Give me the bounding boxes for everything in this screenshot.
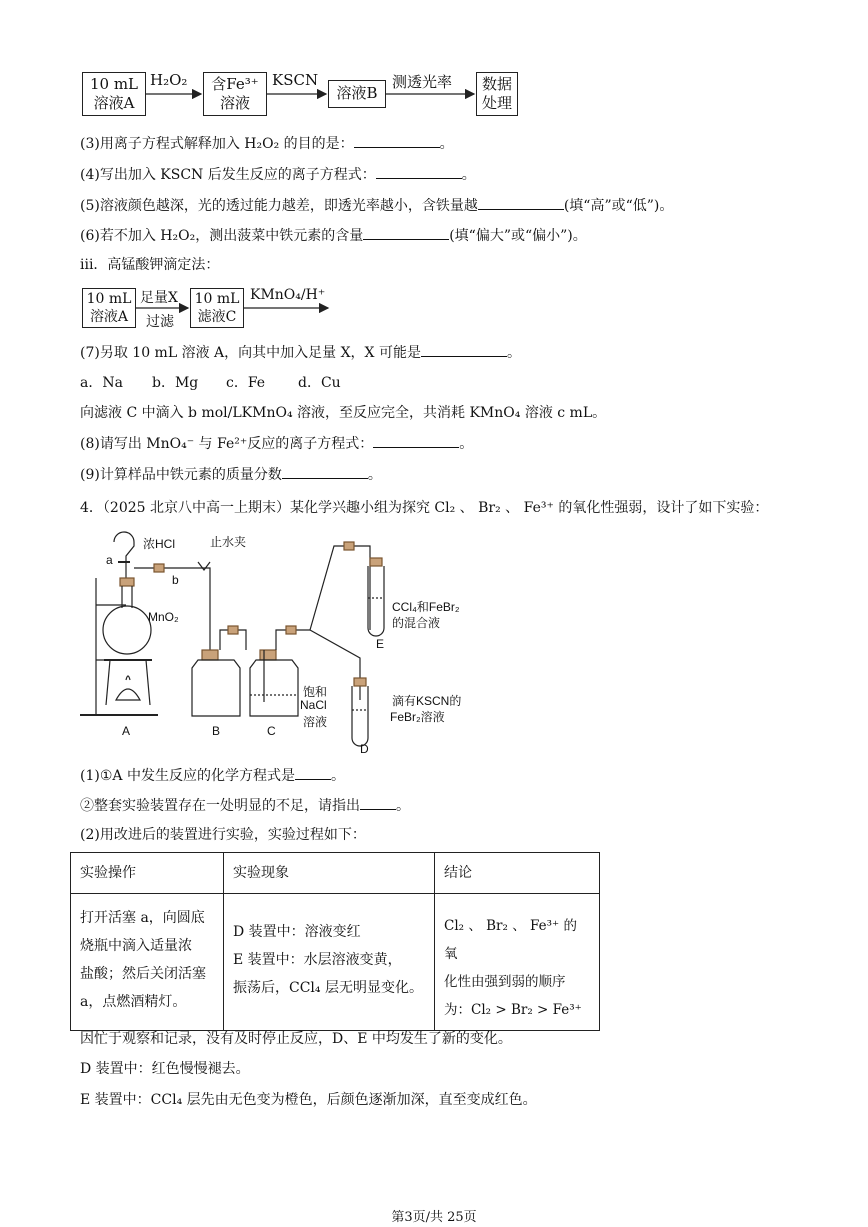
- flow1-arrows: [0, 0, 868, 130]
- operation-line-3: 盐酸；然后关闭活塞: [80, 966, 206, 982]
- phenomenon-line-3: 振荡后，CCl₄ 层无明显变化。: [233, 980, 423, 996]
- label-ccl4-1: CCl₄和FeBr₂: [392, 600, 460, 614]
- flow1-arrow3-label: 测透光率: [392, 73, 453, 91]
- question-5-hint: (填“高”或“低”)。: [563, 198, 674, 214]
- label-C: C: [267, 724, 276, 738]
- label-D: D: [360, 742, 369, 756]
- label-nacl-3: 溶液: [303, 715, 328, 729]
- after-paragraph-3: E 装置中：CCl₄ 层先由无色变为橙色，后颜色逐渐加深，直至变成红色。: [80, 1092, 537, 1108]
- label-nacl-2: NaCl: [300, 698, 327, 712]
- label-e: E: [376, 637, 385, 651]
- label-clamp: 止水夹: [210, 535, 247, 549]
- bottle-c: [250, 660, 298, 716]
- flow2-arrows: [0, 280, 868, 330]
- operation-line-4: a，点燃酒精灯。: [80, 994, 187, 1010]
- flow1-box2-line2: 溶液: [219, 94, 250, 112]
- question-8-text: (8)请写出 MnO₄⁻ 与 Fe²⁺反应的离子方程式：: [80, 436, 374, 452]
- question-4-1b: [80, 797, 410, 815]
- label-A: A: [122, 724, 131, 738]
- question-7-period: 。: [506, 345, 521, 361]
- question-4-2: (2)用改进后的装置进行实验，实验过程如下：: [80, 827, 366, 843]
- clamp-icon: [198, 562, 210, 570]
- flow2-box1-line1: 10 mL: [86, 291, 132, 307]
- tube-to-e: [310, 546, 370, 630]
- operation-line-2: 烧瓶中滴入适量浓: [80, 938, 192, 954]
- question-8-period: 。: [459, 436, 474, 452]
- operation-line-1: 打开活塞 a，向圆底: [80, 910, 205, 926]
- page-footer: 第3页/共 25页: [391, 1210, 477, 1225]
- phenomenon-line-1: D 装置中：溶液变红: [233, 924, 361, 940]
- after-paragraph-2: D 装置中：红色慢慢褪去。: [80, 1061, 250, 1077]
- question-8: [80, 435, 473, 453]
- question-6: [80, 227, 587, 245]
- problem-4-header: 4．（2025 北京八中高一上期末）某化学兴趣小组为探究 Cl₂ 、 Br₂ 、 Fe³⁺ 的氧化性强弱，设计了如下实验：: [80, 500, 769, 516]
- question-6-text: (6)若不加入 H₂O₂，测出菠菜中铁元素的含量: [80, 228, 364, 244]
- table-header-row: [71, 853, 600, 894]
- question-7: [80, 344, 521, 362]
- after-paragraph-1: 因忙于观察和记录，没有及时停止反应，D、E 中均发生了新的变化。: [80, 1031, 512, 1047]
- question-7-options: [80, 374, 341, 392]
- label-mno2: MnO₂: [148, 610, 179, 624]
- flow1-box2-line1: 含Fe³⁺: [211, 75, 259, 93]
- question-9-period: 。: [367, 467, 382, 483]
- question-4-1: [80, 767, 345, 785]
- flow2-arrow1-top: 足量X: [140, 290, 178, 306]
- phenomenon-line-2: E 装置中：水层溶液变黄，: [233, 952, 402, 968]
- label-B: B: [212, 724, 221, 738]
- bottle-b: [192, 660, 240, 716]
- table-row: [71, 894, 600, 1031]
- flow1-box3-text: 溶液B: [336, 84, 378, 102]
- question-6-hint: (填“偏大”或“偏小”)。: [449, 228, 587, 244]
- conclusion-line-2: 化性由强到弱的顺序: [444, 974, 566, 990]
- question-4-1b-period: 。: [396, 798, 410, 814]
- question-4-1b-text: ②整套实验装置存在一处明显的不足，请指出: [80, 798, 360, 814]
- option-a: a．Na: [80, 375, 123, 391]
- table-header-phenomenon: 实验现象: [224, 853, 435, 894]
- flow2-box2-line2: 滤液C: [197, 309, 237, 325]
- label-kscn-2: FeBr₂溶液: [390, 710, 445, 724]
- question-9: [80, 466, 382, 484]
- question-3-text: (3)用离子方程式解释加入 H₂O₂ 的目的是：: [80, 136, 354, 152]
- option-d: d．Cu: [298, 375, 341, 391]
- question-4-text: (4)写出加入 KSCN 后发生反应的离子方程式：: [80, 167, 376, 183]
- flow1-arrow2-label: KSCN: [272, 71, 319, 89]
- alcohol-lamp: [116, 689, 140, 700]
- flow2-arrow2-label: KMnO₄/H⁺: [250, 287, 326, 303]
- question-4-period: 。: [461, 167, 476, 183]
- question-4: [80, 166, 476, 184]
- table-header-operation: 实验操作: [71, 853, 224, 894]
- flow1-box4-line1: 数据: [481, 75, 512, 93]
- question-3: [80, 135, 454, 153]
- question-4-1-period: 。: [330, 768, 345, 784]
- method-3-title: iii．高锰酸钾滴定法：: [80, 257, 220, 273]
- label-hcl: 浓HCl: [143, 537, 175, 551]
- table-header-conclusion: 结论: [435, 853, 600, 894]
- question-7-text: (7)另取 10 mL 溶液 A，向其中加入足量 X，X 可能是: [80, 345, 421, 361]
- round-flask: [103, 606, 151, 654]
- flow1-box1-line1: 10 mL: [89, 75, 139, 93]
- table-cell-operation: [71, 894, 224, 1031]
- table-cell-phenomenon: [224, 894, 435, 1031]
- titration-paragraph: 向滤液 C 中滴入 b mol/LKMnO₄ 溶液，至反应完全，共消耗 KMnO₄ 溶液 c mL。: [80, 405, 607, 421]
- apparatus-diagram: [70, 530, 490, 760]
- question-4-1-text: (1)①A 中发生反应的化学方程式是: [80, 768, 295, 784]
- option-c: c．Fe: [226, 375, 266, 391]
- question-5: [80, 197, 673, 215]
- flow2-box1-line2: 溶液A: [89, 309, 129, 325]
- label-a: a: [106, 553, 113, 567]
- flow1-arrow1-label: H₂O₂: [150, 71, 188, 89]
- option-b: b．Mg: [152, 375, 199, 391]
- label-b: b: [172, 573, 179, 587]
- funnel: [114, 532, 134, 580]
- conclusion-line-1: Cl₂ 、 Br₂ 、 Fe³⁺ 的氧: [444, 918, 577, 962]
- flow1-box1-line2: 溶液A: [93, 94, 135, 112]
- question-3-period: 。: [439, 136, 454, 152]
- table-cell-conclusion: [435, 894, 600, 1031]
- question-5-text: (5)溶液颜色越深，光的透过能力越差，即透光率越小，含铁量越: [80, 198, 478, 214]
- conclusion-line-3: 为：Cl₂ > Br₂ > Fe³⁺: [444, 1002, 582, 1018]
- flow2-arrow1-bottom: 过滤: [146, 314, 174, 330]
- flow2-box2-line1: 10 mL: [194, 291, 240, 307]
- label-ccl4-2: 的混合液: [392, 616, 441, 630]
- label-nacl-1: 饱和: [303, 685, 328, 699]
- label-kscn-1: 滴有KSCN的: [392, 694, 462, 708]
- flask-stopper: [120, 578, 134, 586]
- question-9-text: (9)计算样品中铁元素的质量分数: [80, 467, 282, 483]
- experiment-table: [70, 852, 600, 1031]
- flow1-box4-line2: 处理: [481, 94, 512, 112]
